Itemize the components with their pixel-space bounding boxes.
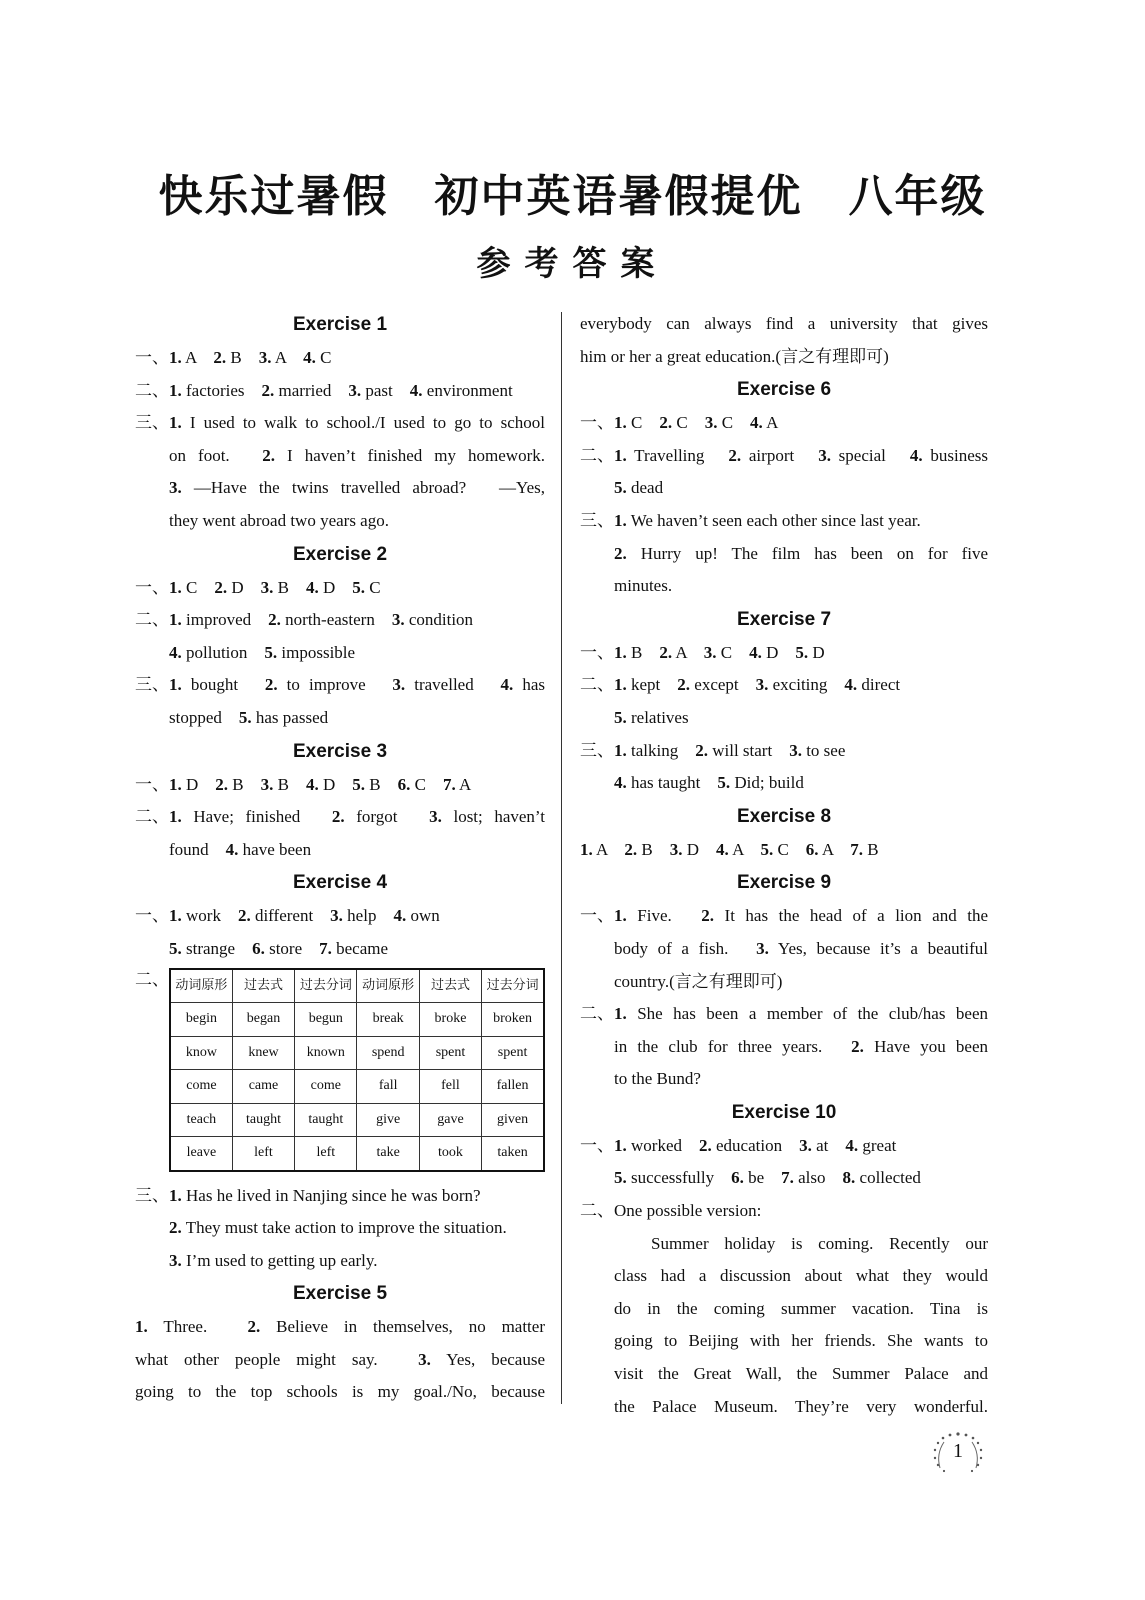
section-marker: 一、 (580, 1135, 614, 1155)
answer-text: 5. relatives (614, 707, 689, 727)
table-cell: begun (295, 1003, 357, 1037)
exercise-5-heading: Exercise 5 (292, 1283, 388, 1305)
answer-line (135, 407, 545, 440)
answer-line (580, 1130, 988, 1163)
table-cell: teach (170, 1103, 232, 1137)
answer-text: going to the top schools is my goal./No, because (135, 1382, 545, 1402)
answer-line (135, 769, 545, 802)
answer-line (135, 1180, 545, 1213)
table-header-cell: 过去分词 (482, 969, 544, 1003)
answer-text: 1. B 2. A 3. C 4. D 5. D (614, 642, 825, 662)
answer-line (580, 966, 988, 999)
answer-text: 1. A 2. B 3. D 4. A 5. C 6. A 7. B (580, 839, 879, 859)
exercise-2-heading: Exercise 2 (292, 543, 388, 565)
exercise-4-heading: Exercise 4 (292, 872, 388, 894)
answer-line (580, 308, 988, 341)
essay-line: the Palace Museum. They’re very wonderful. (614, 1396, 988, 1416)
answer-line (135, 669, 545, 702)
table-cell: taught (295, 1103, 357, 1137)
answer-text: him or her a great education.(言之有理即可) (580, 346, 889, 366)
answer-text: 1. factories 2. married 3. past 4. environment (169, 380, 513, 400)
page-subtitle: 参考答案 (476, 244, 669, 284)
table-cell: taken (482, 1137, 544, 1171)
answer-line (580, 505, 988, 538)
answer-text: 3. I’m used to getting up early. (169, 1250, 378, 1270)
answer-line (135, 834, 545, 867)
answer-line (135, 375, 545, 408)
answer-text: minutes. (614, 576, 673, 596)
answer-line (135, 1245, 545, 1278)
answer-text: 2. Hurry up! The film has been on for five (614, 543, 988, 563)
essay-line: class had a discussion about what they would (614, 1266, 988, 1286)
table-cell: take (357, 1137, 419, 1171)
table-cell: given (482, 1103, 544, 1137)
answer-line (135, 440, 545, 473)
answer-text: 1. We haven’t seen each other since last year. (614, 510, 921, 530)
table-cell: give (357, 1103, 419, 1137)
table-cell: left (295, 1137, 357, 1171)
table-cell: broke (419, 1003, 481, 1037)
section-marker: 三、 (135, 675, 169, 695)
answer-text: found 4. have been (169, 839, 312, 859)
section-marker: 一、 (580, 642, 614, 662)
answer-line (135, 1376, 545, 1409)
answer-text: 3. —Have the twins travelled abroad? —Yes, (169, 478, 545, 498)
answer-line (135, 1344, 545, 1377)
table-cell: begin (170, 1003, 232, 1037)
table-row (170, 1103, 544, 1137)
left-column (135, 308, 545, 1409)
answer-text: 1. Three. 2. Believe in themselves, no matter (135, 1317, 545, 1337)
table-cell: left (232, 1137, 294, 1171)
answer-text: to the Bund? (614, 1069, 701, 1089)
essay-line: going to Beijing with her friends. She wants to (614, 1331, 988, 1351)
answer-text: 1. worked 2. education 3. at 4. great (614, 1135, 897, 1155)
table-header-cell: 动词原形 (170, 969, 232, 1003)
answer-line (580, 998, 988, 1031)
table-cell: spend (357, 1036, 419, 1070)
exercise-3-heading: Exercise 3 (292, 740, 388, 762)
answer-line (580, 637, 988, 670)
answer-text: 1. Have; finished 2. forgot 3. lost; haven’t (169, 807, 545, 827)
answer-line (580, 341, 988, 374)
exercise-7-heading: Exercise 7 (736, 608, 832, 630)
section-marker: 三、 (580, 510, 614, 530)
section-marker: 二、 (580, 1004, 614, 1024)
table-cell: break (357, 1003, 419, 1037)
table-cell: gave (419, 1103, 481, 1137)
table-header-cell: 过去式 (419, 969, 481, 1003)
answer-line (135, 604, 545, 637)
answer-text: 1. C 2. D 3. B 4. D 5. C (169, 577, 381, 597)
answer-text: 1. She has been a member of the club/has been (614, 1004, 988, 1024)
section-marker: 二、 (135, 380, 169, 400)
table-cell: know (170, 1036, 232, 1070)
table-header-cell: 动词原形 (357, 969, 419, 1003)
answer-line (580, 933, 988, 966)
page-number: 1 (953, 1440, 963, 1462)
answer-text: 1. work 2. different 3. help 4. own (169, 906, 440, 926)
answer-line (135, 637, 545, 670)
answer-line (135, 1311, 545, 1344)
essay-line: do in the coming summer vacation. Tina is (614, 1298, 988, 1318)
answer-text: 1. Five. 2. It has the head of a lion and the (614, 906, 988, 926)
section-marker: 三、 (135, 1185, 169, 1205)
section-marker: 一、 (135, 577, 169, 597)
answer-line (580, 1031, 988, 1064)
table-cell: spent (419, 1036, 481, 1070)
table-cell: spent (482, 1036, 544, 1070)
section-marker: 二、 (580, 675, 614, 695)
page-number-badge (930, 1430, 986, 1478)
section-marker: 二、 (135, 807, 169, 827)
answer-line (580, 538, 988, 571)
answer-line (580, 735, 988, 768)
table-cell: took (419, 1137, 481, 1171)
answer-text: 1. Has he lived in Nanjing since he was born? (169, 1185, 481, 1205)
table-cell: began (232, 1003, 294, 1037)
essay-line: visit the Great Wall, the Summer Palace and (614, 1364, 988, 1384)
answer-line (135, 505, 545, 538)
table-cell: fall (357, 1070, 419, 1104)
answer-line (580, 1162, 988, 1195)
table-cell: fallen (482, 1070, 544, 1104)
answer-text: 5. strange 6. store 7. became (169, 938, 389, 958)
answer-line (580, 834, 988, 867)
answer-text: 1. C 2. C 3. C 4. A (614, 413, 779, 433)
section-marker: 二、 (135, 969, 169, 989)
table-row (170, 1070, 544, 1104)
answer-text: body of a fish. 3. Yes, because it’s a beautiful (614, 938, 988, 958)
answer-text: 1. kept 2. except 3. exciting 4. direct (614, 675, 901, 695)
answer-text: 1. D 2. B 3. B 4. D 5. B 6. C 7. A (169, 774, 472, 794)
table-cell: fell (419, 1070, 481, 1104)
answer-text: 4. pollution 5. impossible (169, 642, 356, 662)
table-cell: came (232, 1070, 294, 1104)
section-marker: 三、 (135, 413, 169, 433)
answer-text: country.(言之有理即可) (614, 971, 783, 991)
table-cell: taught (232, 1103, 294, 1137)
answer-text: 1. A 2. B 3. A 4. C (169, 348, 332, 367)
section-marker: 一、 (135, 906, 169, 926)
exercise-1-heading: Exercise 1 (292, 314, 388, 335)
answer-line (135, 342, 545, 375)
section-marker: 三、 (580, 740, 614, 760)
answer-text: they went abroad two years ago. (169, 510, 389, 530)
answer-text: what other people might say. 3. Yes, because (135, 1349, 546, 1369)
table-row (170, 1137, 544, 1171)
exercise-6-heading: Exercise 6 (736, 379, 832, 401)
answer-line (580, 440, 988, 473)
answer-text: on foot. 2. I haven’t finished my homework. (169, 445, 545, 465)
section-marker: 一、 (135, 348, 169, 367)
answer-text: stopped 5. has passed (169, 707, 329, 727)
answer-line (580, 1195, 988, 1228)
table-header-row (170, 969, 544, 1003)
table-cell: come (295, 1070, 357, 1104)
answer-text: in the club for three years. 2. Have you been (614, 1036, 988, 1056)
answer-text: One possible version: (614, 1201, 762, 1221)
answer-line (135, 472, 545, 505)
exercise-10-heading: Exercise 10 (731, 1101, 837, 1123)
answer-line (580, 767, 988, 800)
answer-text: 5. dead (614, 478, 664, 498)
section-marker: 二、 (580, 1201, 614, 1221)
table-cell: broken (482, 1003, 544, 1037)
answer-text: everybody can always find a university that gives (580, 314, 988, 333)
section-marker: 一、 (580, 413, 614, 433)
answer-line (135, 572, 545, 605)
column-divider (561, 312, 562, 1404)
answer-line (580, 669, 988, 702)
answer-text: 1. I used to walk to school./I used to go to school (169, 413, 545, 433)
answer-line (135, 1212, 545, 1245)
table-cell: knew (232, 1036, 294, 1070)
answer-text: 2. They must take action to improve the situation. (169, 1218, 507, 1238)
answer-line (580, 407, 988, 440)
section-marker: 二、 (580, 445, 614, 465)
answer-line (580, 900, 988, 933)
page-title: 快乐过暑假 初中英语暑假提优 八年级 (158, 171, 987, 222)
right-column (580, 308, 988, 1423)
verb-forms-table (169, 968, 545, 1173)
exercise-9-heading: Exercise 9 (736, 872, 832, 894)
answer-line (135, 801, 545, 834)
answer-line (580, 1063, 988, 1096)
table-row (170, 1036, 544, 1070)
answer-line (580, 570, 988, 603)
section-marker: 一、 (580, 906, 614, 926)
table-cell: known (295, 1036, 357, 1070)
section-marker: 一、 (135, 774, 169, 794)
table-row (170, 1003, 544, 1037)
answer-line (135, 702, 545, 735)
answer-text: 1. improved 2. north-eastern 3. condition (169, 610, 474, 630)
answer-text: 1. talking 2. will start 3. to see (614, 740, 846, 760)
answer-text: 4. has taught 5. Did; build (614, 773, 804, 793)
verb-table-block (135, 968, 545, 1180)
table-header-cell: 过去分词 (295, 969, 357, 1003)
answer-line (135, 900, 545, 933)
answer-line (580, 472, 988, 505)
answer-text: 5. successfully 6. be 7. also 8. collected (614, 1168, 921, 1188)
answer-line (135, 933, 545, 966)
answer-text: 1. bought 2. to improve 3. travelled 4. has (169, 675, 545, 695)
table-cell: come (170, 1070, 232, 1104)
answer-text: 1. Travelling 2. airport 3. special 4. business (614, 445, 988, 465)
table-cell: leave (170, 1137, 232, 1171)
section-marker: 二、 (135, 610, 169, 630)
table-header-cell: 过去式 (232, 969, 294, 1003)
exercise-8-heading: Exercise 8 (736, 805, 832, 827)
answer-line (580, 702, 988, 735)
essay-line: Summer holiday is coming. Recently our (651, 1233, 988, 1253)
